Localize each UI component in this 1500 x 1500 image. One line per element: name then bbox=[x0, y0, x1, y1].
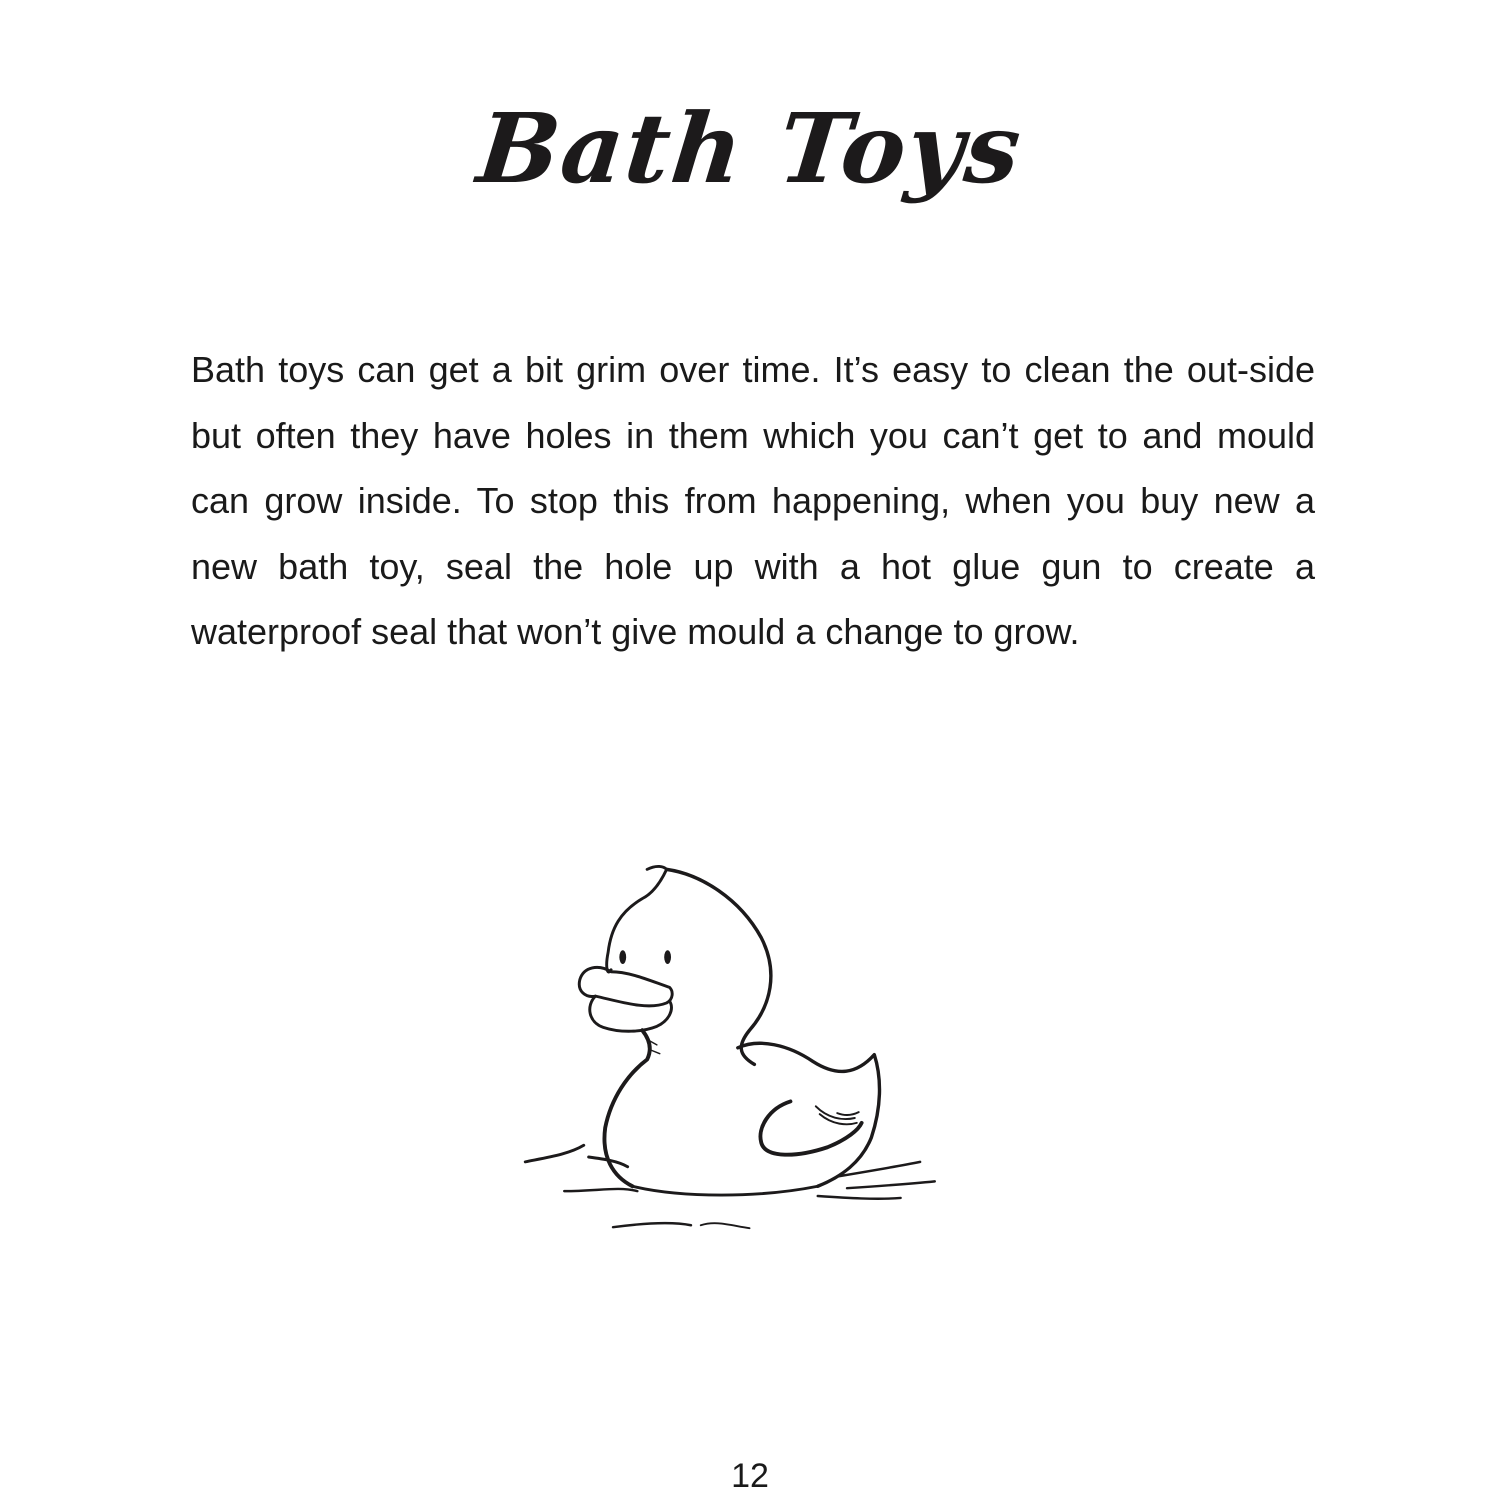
body-paragraph: Bath toys can get a bit grim over time. It’s easy to clean the out-side but often they have holes in them which you can’t get to and mould can grow inside. To stop this from happening, when you buy new a new bath toy, seal the hole up with a hot glue gun to create a waterproof seal that won’t give mould a change to grow. bbox=[191, 349, 1315, 652]
page-number: 12 bbox=[731, 1457, 769, 1495]
rubber-duck-icon bbox=[505, 845, 955, 1235]
rubber-duck-illustration bbox=[505, 845, 955, 1235]
page-title: Bath Toys bbox=[472, 92, 1028, 206]
